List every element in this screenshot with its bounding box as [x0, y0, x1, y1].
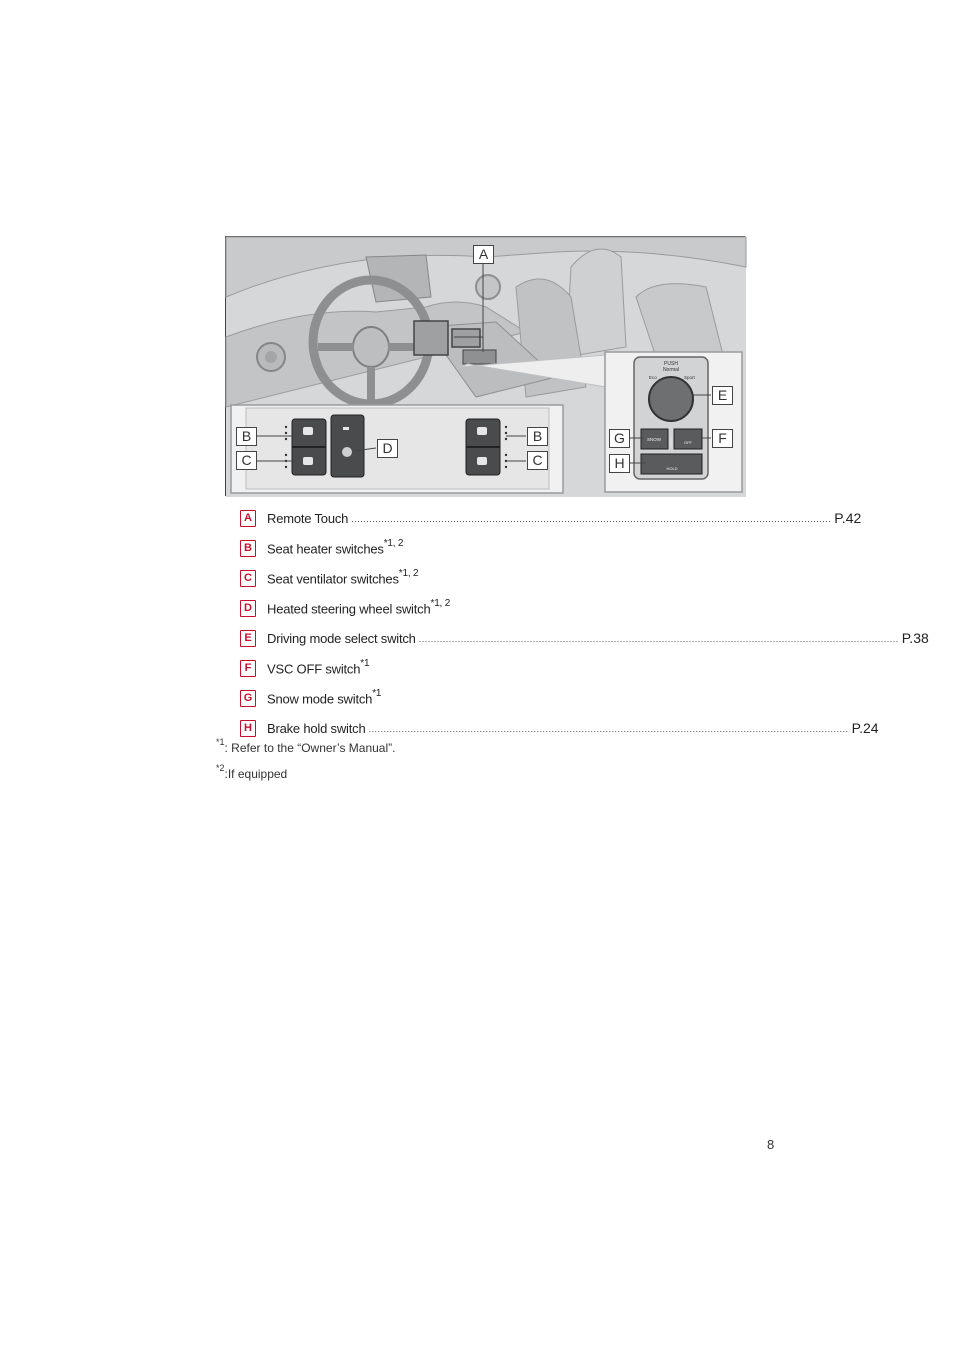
cockpit-illustration — [225, 236, 745, 496]
footnote-text: :If equipped — [224, 767, 288, 781]
footnote-mark: *2 — [216, 763, 225, 773]
page-ref[interactable]: P.38 — [901, 630, 929, 646]
callout-d: D — [377, 439, 398, 458]
push-label: PUSH — [664, 361, 678, 367]
badge-c: C — [240, 570, 256, 587]
eco-label: Eco — [649, 375, 657, 380]
callout-b-left: B — [236, 427, 257, 446]
page-number: 8 — [767, 1137, 775, 1152]
item-label: Seat ventilator switches$^{*1, 2}$ — [267, 567, 419, 587]
badge-g: G — [240, 690, 256, 707]
legend-item-c — [240, 563, 727, 593]
badge-f: F — [240, 660, 256, 677]
legend-item-e — [240, 623, 929, 653]
callout-h: H — [609, 454, 630, 473]
page-ref[interactable]: P.42 — [834, 510, 862, 526]
footnote-mark: *1, 2 — [430, 597, 451, 609]
dot-leader: ................................................................................................................................................................ — [351, 514, 832, 524]
badge-h: H — [240, 720, 256, 737]
legend-item-f — [240, 653, 727, 683]
cockpit-drawing — [226, 237, 746, 497]
legend-item-a — [240, 503, 862, 533]
item-label: Snow mode switch$^{*1}$ — [267, 687, 382, 707]
legend-item-g — [240, 683, 727, 713]
callout-g: G — [609, 429, 630, 448]
footnote-mark: *1 — [372, 687, 382, 699]
footnote-mark: *1 — [216, 737, 225, 747]
footnote-2 — [216, 765, 287, 781]
callout-e: E — [712, 386, 733, 405]
callout-f: F — [712, 429, 733, 448]
legend-item-b — [240, 533, 727, 563]
sport-label: Sport — [684, 375, 695, 380]
item-label: Brake hold switch — [267, 720, 366, 736]
legend-item-d — [240, 593, 727, 623]
dot-leader: ................................................................................................................................................................ — [418, 634, 899, 644]
badge-d: D — [240, 600, 256, 617]
footnote-mark: *1, 2 — [383, 537, 404, 549]
badge-a: A — [240, 510, 256, 527]
item-label: Heated steering wheel switch$^{*1, 2}$ — [267, 597, 451, 617]
item-label: Remote Touch — [267, 510, 349, 526]
item-label: Seat heater switches$^{*1, 2}$ — [267, 537, 404, 557]
callout-b-right: B — [527, 427, 548, 446]
footnote-text: : Refer to the “Owner’s Manual”. — [224, 741, 396, 755]
item-label: VSC OFF switch$^{*1}$ — [267, 657, 370, 677]
callout-c-left: C — [236, 451, 257, 470]
footnote-1 — [216, 739, 395, 755]
footnote-mark: *1, 2 — [398, 567, 419, 579]
page-ref[interactable]: P.24 — [851, 720, 879, 736]
callout-c-right: C — [527, 451, 548, 470]
off-label: OFF — [684, 440, 692, 445]
normal-label: Normal — [662, 367, 680, 373]
badge-b: B — [240, 540, 256, 557]
item-label: Driving mode select switch — [267, 630, 416, 646]
dot-leader: ................................................................................................................................................................ — [368, 724, 849, 734]
legend-list — [240, 503, 929, 743]
callout-a: A — [473, 245, 494, 264]
snow-label: SNOW — [647, 437, 661, 442]
hold-label: HOLD — [666, 466, 678, 471]
footnote-mark: *1 — [360, 657, 370, 669]
badge-e: E — [240, 630, 256, 647]
